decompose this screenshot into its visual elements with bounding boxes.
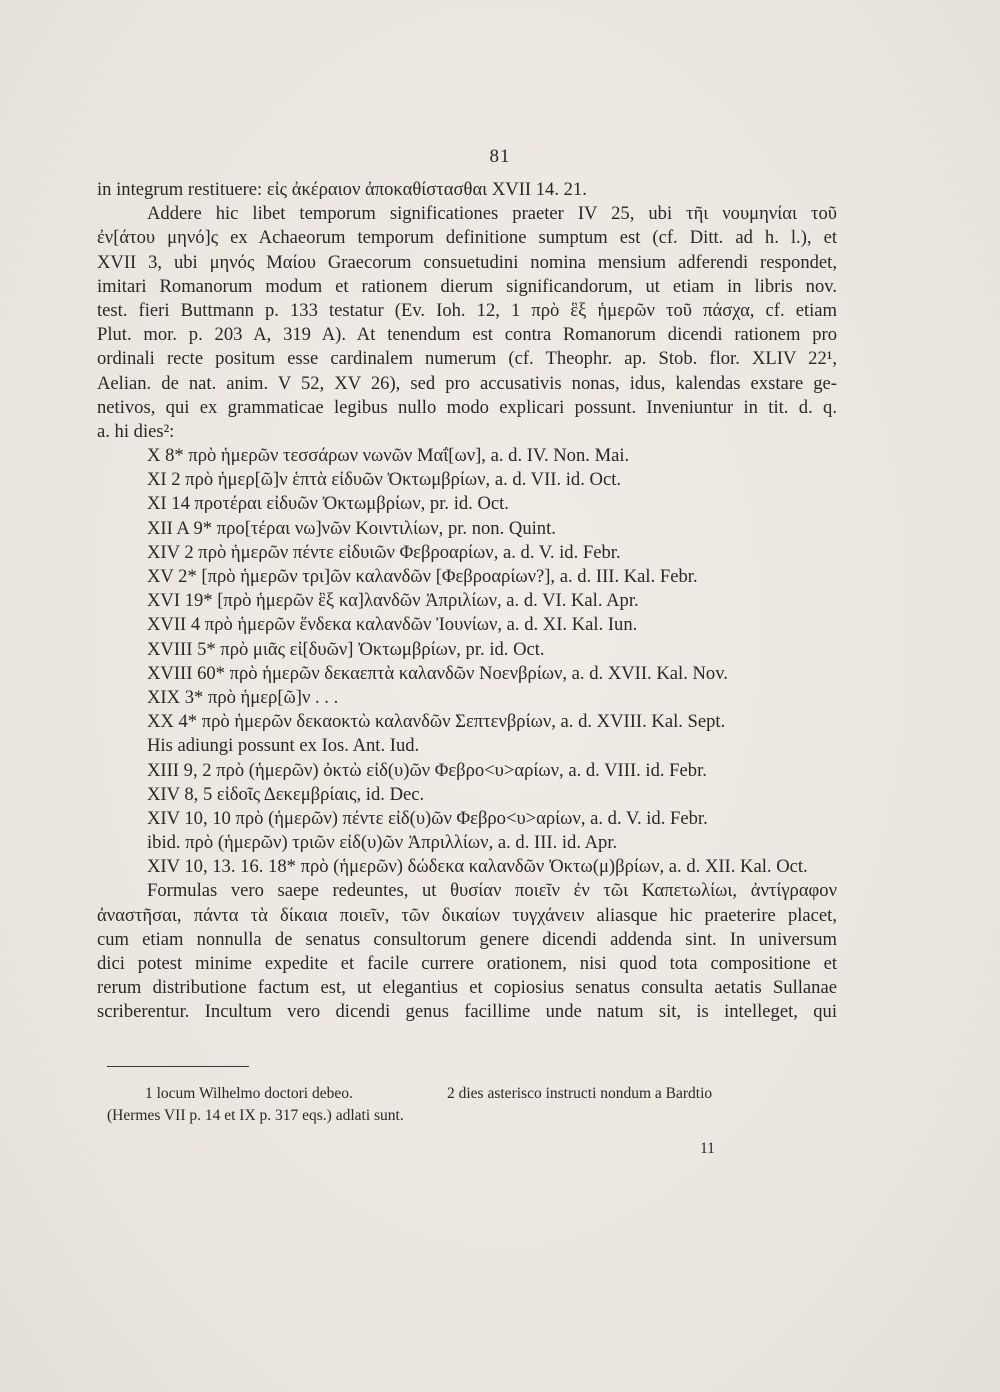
text-line: test. fieri Buttmann p. 133 testatur (Ev. Ioh. 12, 1 πρὸ ἓξ ἡμερῶν τοῦ πάσχα, cf. etiam: [97, 299, 837, 321]
text-line: ἐν[άτου μηνό]ς ex Achaeorum temporum definitione sumptum est (cf. Ditt. ad h. l.), et: [97, 227, 837, 249]
text-line: XIV 8, 5 εἰδοῖς Δεκεμβρίαις, id. Dec.: [147, 783, 425, 805]
text-line: His adiungi possunt ex Ios. Ant. Iud.: [147, 735, 420, 757]
footnote-line: (Hermes VII p. 14 et IX p. 317 eqs.) adlati sunt.: [107, 1107, 404, 1124]
page-number: 81: [489, 146, 511, 167]
text-line: XVI 19* [πρὸ ἡμερῶν ἓξ κα]λανδῶν Ἀπριλίων, a. d. VI. Kal. Apr.: [147, 590, 639, 612]
footnote-1: 1 locum Wilhelmo doctori debeo.: [145, 1085, 353, 1102]
text-line: ordinali recte positum esse cardinalem numerum (cf. Theophr. ap. Stob. flor. XLIV 22¹,: [97, 348, 837, 370]
text-line: dici potest minime expedite et facile currere orationem, nisi quod tota compositione et: [97, 953, 837, 974]
footnote-rule: [107, 1066, 249, 1067]
text-line: Formulas vero saepe redeuntes, ut θυσίαν ποιεῖν ἐν τῶι Καπετωλίωι, ἀντίγραφον: [147, 880, 837, 902]
text-line: rerum distributione factum est, ut elegantius et copiosius senatus consulta aetatis Sullanae: [97, 977, 837, 999]
text-line: XVII 4 πρὸ ἡμερῶν ἕνδεκα καλανδῶν Ἰουνίων, a. d. XI. Kal. Iun.: [147, 614, 638, 636]
text-line: ἀναστῆσαι, πάντα τὰ δίκαια ποιεῖν, τῶν δικαίων τυγχάνειν aliasque hic praeterire placet,: [97, 904, 837, 926]
text-line: XIII 9, 2 πρὸ (ἡμερῶν) ὀκτὼ εἰδ(υ)ῶν Φεβρο<υ>αρίων, a. d. VIII. id. Febr.: [147, 759, 707, 781]
footnote-2: 2 dies asterisco instructi nondum a Bardtio: [447, 1085, 713, 1102]
text-line: XV 2* [πρὸ ἡμερῶν τρι]ῶν καλανδῶν [Φεβροαρίων?], a. d. III. Kal. Febr.: [147, 566, 698, 587]
text-line: netivos, qui ex grammaticae legibus nullo modo explicari possunt. Inveniuntur in tit. d. q.: [97, 396, 837, 418]
text-line: XIX 3* πρὸ ἡμερ[ῶ]ν . . .: [147, 686, 339, 708]
text-line: Plut. mor. p. 203 A, 319 A). At tenendum est contra Romanorum dicendi rationem pro: [97, 324, 837, 346]
text-line: XI 2 πρὸ ἡμερ[ῶ]ν ἑπτὰ εἰδυῶν Ὀκτωμβρίων, a. d. VII. id. Oct.: [147, 469, 622, 491]
text-line: XVIII 60* πρὸ ἡμερῶν δεκαεπτὰ καλανδῶν Νοενβρίων, a. d. XVII. Kal. Nov.: [147, 662, 728, 684]
body-text: [97, 178, 837, 1025]
footnote-line: [107, 1083, 832, 1105]
text-line: cum etiam nonnulla de senatus consultorum genere dicendi addenda sint. In universum: [97, 928, 837, 950]
text-line: XIV 10, 13. 16. 18* πρὸ (ἡμερῶν) δώδεκα καλανδῶν Ὀκτω(μ)βρίων, a. d. XII. Kal. Oct.: [147, 856, 808, 878]
text-line: Aelian. de nat. anim. V 52, XV 26), sed pro accusativis nonas, idus, kalendas exstare ge-: [97, 372, 837, 394]
text-line: scriberentur. Incultum vero dicendi genus facillime unde natum sit, is intelleget, qui: [97, 1001, 837, 1023]
text-line: imitari Romanorum modum et rationem dierum significandorum, ut etiam in libris nov.: [97, 275, 837, 297]
footnotes: [107, 1083, 832, 1127]
text-line: XII A 9* προ[τέραι νω]νῶν Κοιντιλίων, pr. non. Quint.: [147, 517, 556, 539]
text-line: XVII 3, ubi μηνός Μαίου Graecorum consuetudini nomina mensium adferendi respondet,: [97, 251, 837, 273]
text-line: X 8* πρὸ ἡμερῶν τεσσάρων νωνῶν Μαΐ[ων], a. d. IV. Non. Mai.: [147, 445, 630, 467]
text-line: XVIII 5* πρὸ μιᾶς εἰ[δυῶν] Ὀκτωμβρίων, pr. id. Oct.: [147, 638, 545, 660]
text-line: XIV 2 πρὸ ἡμερῶν πέντε εἰδυιῶν Φεβροαρίων, a. d. V. id. Febr.: [147, 541, 621, 563]
text-line: Addere hic libet temporum significationes praeter IV 25, ubi τῆι νουμηνίαι τοῦ: [147, 203, 837, 225]
text-line: XIV 10, 10 πρὸ (ἡμερῶν) πέντε εἰδ(υ)ῶν Φεβρο<υ>αρίων, a. d. V. id. Febr.: [147, 807, 708, 829]
text-line: in integrum restituere: εἰς ἀκέραιον ἀποκαθίστασθαι XVII 14. 21.: [97, 179, 587, 200]
text-line: a. hi dies²:: [97, 420, 175, 442]
text-line: XI 14 προτέραι εἰδυῶν Ὀκτωμβρίων, pr. id. Oct.: [147, 493, 509, 515]
signature-mark: 11: [700, 1140, 715, 1157]
text-line: XX 4* πρὸ ἡμερῶν δεκαοκτὼ καλανδῶν Σεπτενβρίων, a. d. XVIII. Kal. Sept.: [147, 711, 726, 733]
text-line: ibid. πρὸ (ἡμερῶν) τριῶν εἰδ(υ)ῶν Ἀπριλλίων, a. d. III. id. Apr.: [147, 832, 618, 854]
